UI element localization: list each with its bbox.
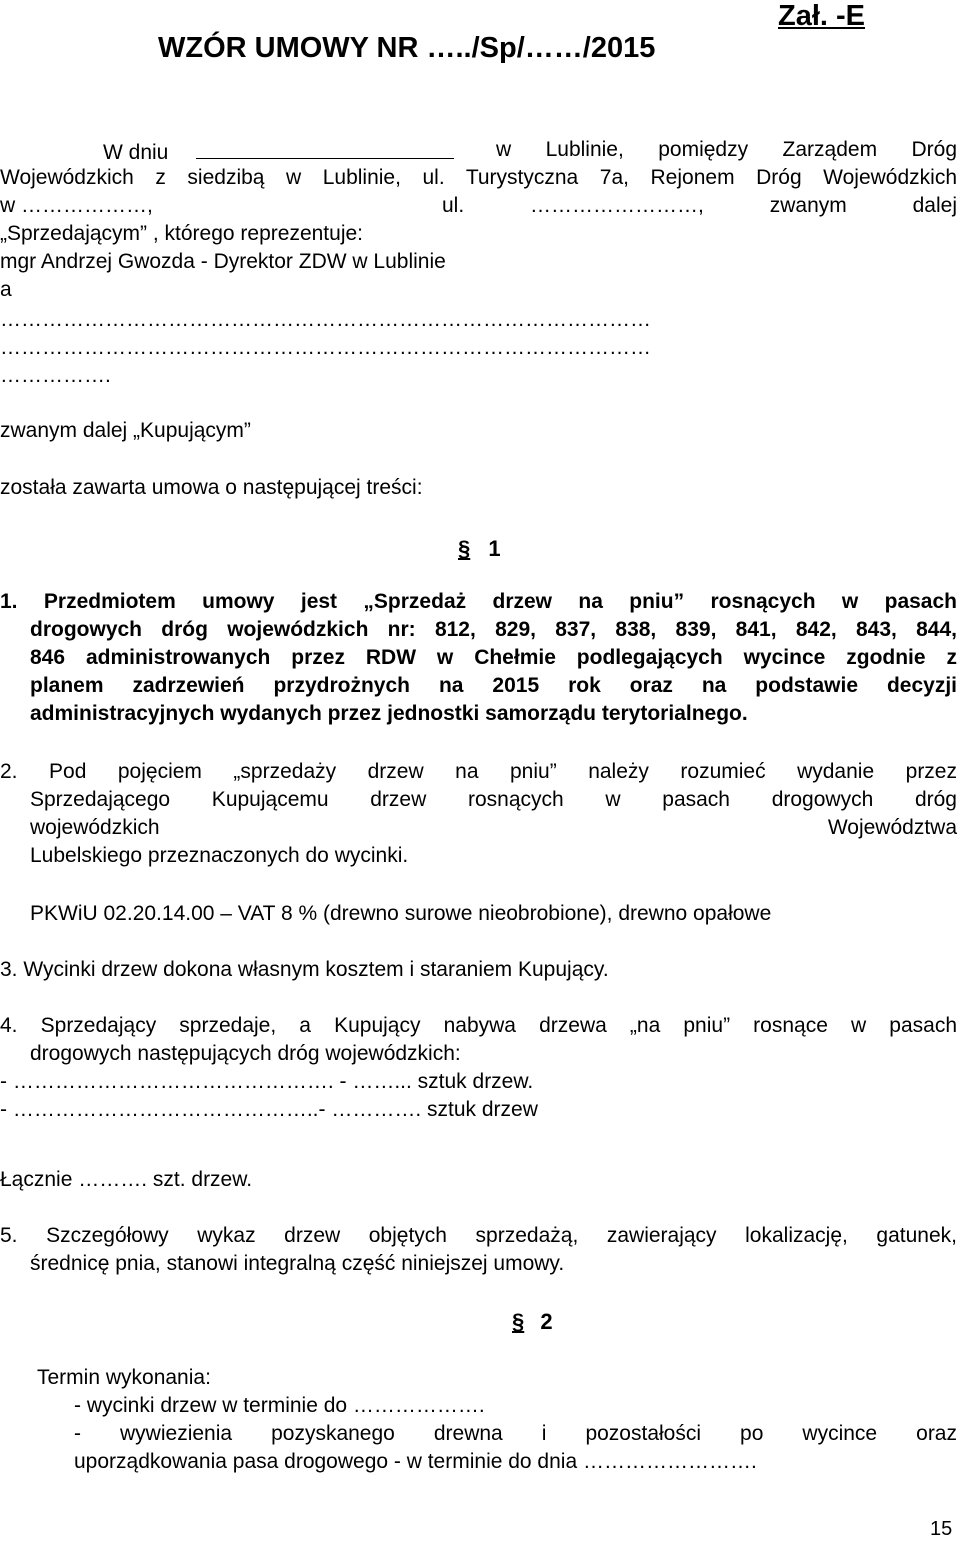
term-label: Termin wykonania: — [37, 1366, 211, 1389]
intro-line-1a — [103, 138, 454, 165]
term-item-2-line-2: uporządkowania pasa drogowego - w terminie do dnia ……………………. — [74, 1450, 757, 1473]
p2-line-1: 2. Pod pojęciem „sprzedaży drzew na pniu” należy rozumieć wydanie przez — [0, 760, 957, 783]
total-trees: Łącznie ………. szt. drzew. — [0, 1168, 253, 1191]
intro-line-1b: w Lublinie, pomiędzy Zarządem Dróg — [496, 138, 957, 161]
road-dash-1: - ………………………………………. - ……... sztuk drzew. — [0, 1070, 534, 1093]
p2-line-4: Lubelskiego przeznaczonych do wycinki. — [30, 844, 409, 867]
pkwiu-line: PKWiU 02.20.14.00 – VAT 8 % (drewno surowe nieobrobione), drewno opałowe — [30, 902, 772, 925]
section-2-heading — [512, 1309, 553, 1335]
contract-concluded: została zawarta umowa o następującej treści: — [0, 476, 423, 499]
p1-line-3: 846 administrowanych przez RDW w Chełmie podlegających wycince zgodnie z — [30, 646, 957, 669]
intro-line-6: a — [0, 278, 12, 301]
p4-line-1: 4. Sprzedający sprzedaje, a Kupujący nabywa drzewa „na pniu” rosnące w pasach — [0, 1014, 957, 1037]
p3-line: 3. Wycinki drzew dokona własnym kosztem i staraniem Kupujący. — [0, 958, 609, 981]
section-1-heading — [458, 536, 501, 562]
section-number: 1 — [488, 536, 501, 561]
p1-line-4: planem zadrzewień przydrożnych na 2015 rok oraz na podstawie decyzji — [30, 674, 957, 697]
p1-line-5: administracyjnych wydanych przez jednostki samorządu terytorialnego. — [30, 702, 748, 725]
intro-line-3b: ul. ……………………, zwanym dalej — [442, 194, 957, 217]
intro-date-label: W dniu — [103, 141, 169, 164]
intro-dots-1: ………………………………………………………………………………… — [0, 308, 651, 331]
section-number: 2 — [540, 1309, 553, 1334]
p1-line-1: 1. Przedmiotem umowy jest „Sprzedaż drzew na pniu” rosnących w pasach — [0, 590, 957, 613]
term-item-1: - wycinki drzew w terminie do ………………. — [74, 1394, 485, 1417]
intro-line-5: mgr Andrzej Gwozda - Dyrektor ZDW w Lublinie — [0, 250, 446, 273]
intro-line-4: „Sprzedającym” , którego reprezentuje: — [0, 222, 363, 245]
date-blank-line — [196, 138, 454, 159]
term-item-2-line-1: - wywiezienia pozyskanego drewna i pozostałości po wycince oraz — [74, 1422, 957, 1445]
intro-line-2: Wojewódzkich z siedzibą w Lublinie, ul. Turystyczna 7a, Rejonem Dróg Wojewódzkich — [0, 166, 957, 189]
road-dash-2: - ……………………………………..- …………. sztuk drzew — [0, 1098, 538, 1121]
page-number: 15 — [930, 1518, 953, 1540]
p5-line-2: średnicę pnia, stanowi integralną część niniejszej umowy. — [30, 1252, 565, 1275]
section-symbol: § — [512, 1309, 525, 1334]
intro-dots-3: ……………. — [0, 364, 111, 387]
p2-line-3a: wojewódzkich Województwa — [30, 816, 957, 839]
p1-line-2: drogowych dróg wojewódzkich nr: 812, 829, 837, 838, 839, 841, 842, 843, 844, — [30, 618, 957, 641]
buyer-definition: zwanym dalej „Kupującym” — [0, 419, 251, 442]
p4-line-2: drogowych następujących dróg wojewódzkich: — [30, 1042, 461, 1065]
attachment-label: Zał. -E — [778, 0, 866, 32]
intro-line-3a: w ………………, — [0, 194, 153, 217]
p2-line-2: Sprzedającego Kupującemu drzew rosnących w pasach drogowych dróg — [30, 788, 957, 811]
section-symbol: § — [458, 536, 471, 561]
document-title: WZÓR UMOWY NR …../Sp/……/2015 — [158, 32, 656, 64]
intro-dots-2: ………………………………………………………………………………… — [0, 336, 651, 359]
p5-line-1: 5. Szczegółowy wykaz drzew objętych sprzedażą, zawierający lokalizację, gatunek, — [0, 1224, 957, 1247]
